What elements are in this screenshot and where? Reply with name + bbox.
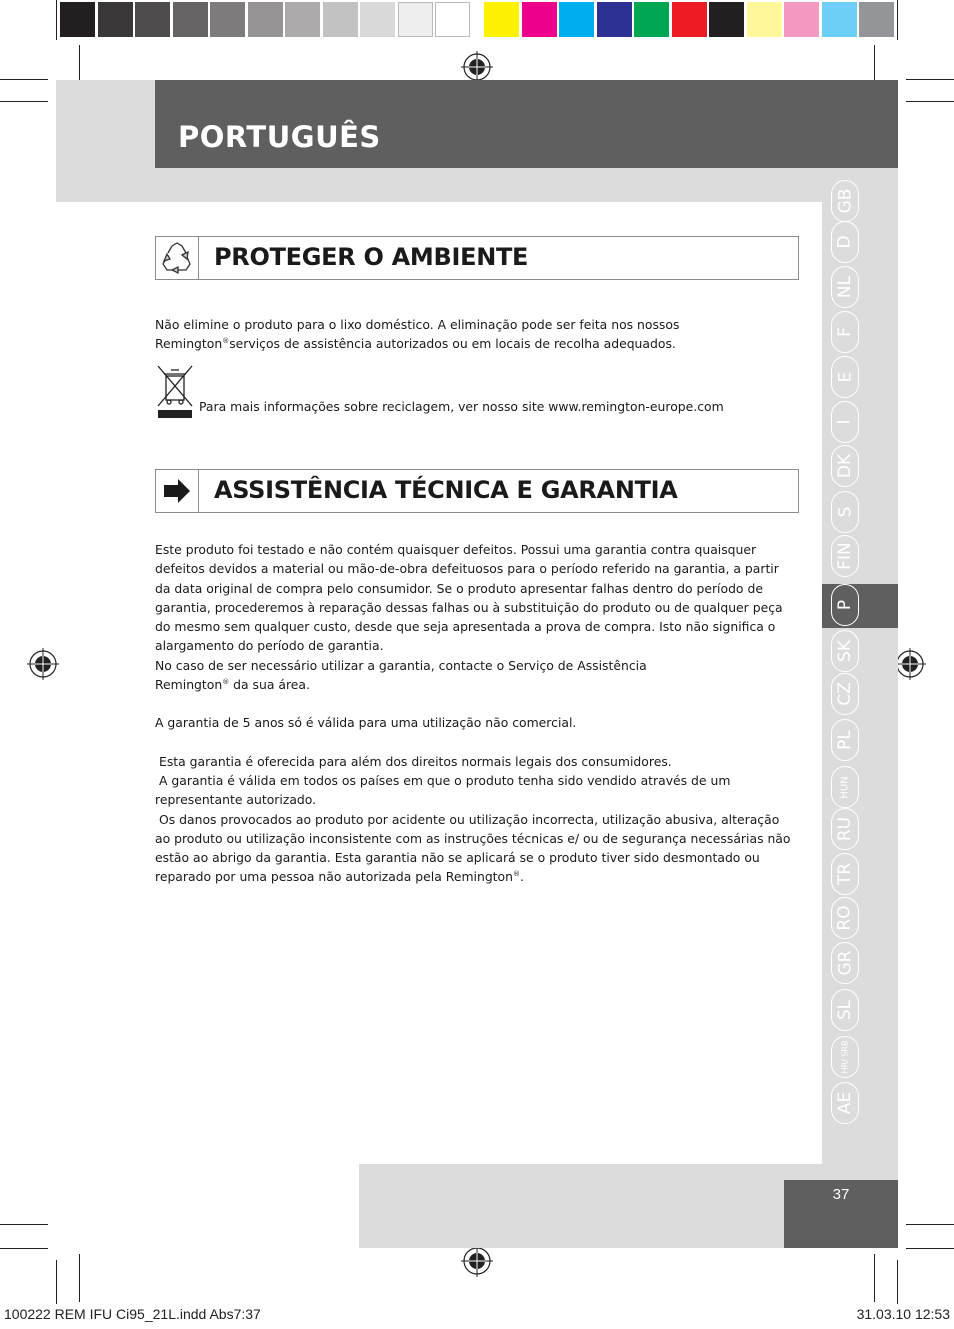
language-tab-ae[interactable] [831, 1082, 859, 1124]
language-tab-label: SL [834, 999, 855, 1021]
color-swatch [672, 2, 707, 37]
language-tab-label: SK [834, 640, 855, 662]
crop-mark [897, 0, 898, 40]
paragraph-text: No caso de ser necessário utilizar a garantia, contacte o Serviço de Assistência [155, 657, 647, 673]
language-tab-label: DK [835, 453, 855, 479]
language-tab-label: S [834, 506, 855, 518]
section-header-environment [155, 236, 799, 280]
language-tab-label: TR [834, 862, 855, 886]
color-swatch [709, 2, 744, 37]
paragraph-text: Não elimine o produto para o lixo doméstico. A eliminação pode ser feita nos nossos [155, 317, 680, 332]
paragraph-text: A garantia é válida em todos os países em que o produto tenha sido vendido através de um representante autorizado. [155, 772, 731, 808]
language-tab-s[interactable] [831, 491, 859, 533]
language-tab-sk[interactable] [831, 630, 859, 672]
crop-mark [906, 79, 954, 80]
language-tab-label: CZ [835, 682, 855, 706]
crop-mark [0, 1224, 48, 1225]
brand-name: Remington [155, 677, 223, 693]
color-swatch [747, 2, 782, 37]
registration-mark-icon [461, 51, 493, 83]
language-tab-label: I [834, 419, 855, 425]
language-tab-dk[interactable] [831, 445, 859, 487]
arrow-right-icon [156, 470, 199, 512]
color-swatch [484, 2, 519, 37]
gray-swatch [173, 2, 208, 37]
crop-mark [0, 1248, 48, 1249]
page-title: PORTUGUÊS [178, 120, 381, 154]
language-tab-sl[interactable] [831, 989, 859, 1031]
crop-mark [0, 79, 48, 80]
color-swatch [822, 2, 857, 37]
language-tab-label: GR [835, 950, 855, 976]
warranty-paragraph: Este produto foi testado e não contém quaisquer defeitos. Possui uma garantia contra quaisquer defeitos devidos a material ou mão-de-obra defeituosos para o período referido na garantia, a partir da data original de compra pelo consumidor. Se o produto apresentar falhas dentro do período de garantia, procederemos à reparação dessas falhas ou à substituição do produto ou de qualquer peça do mesmo sem qualquer custo, desde que seja apresentada a prova de compra. Isto não significa o alargamento do período de garantia. [155, 542, 783, 654]
language-tab-hrsrb[interactable] [831, 1036, 859, 1078]
crop-mark [906, 1224, 954, 1225]
color-swatch [597, 2, 632, 37]
page-number: 37 [832, 1186, 850, 1203]
recycling-note: Para mais informações sobre reciclagem, ver nosso site www.remington-europe.com [199, 399, 724, 414]
language-tab-ru[interactable] [831, 808, 859, 850]
language-tab-label: GB [835, 188, 855, 214]
language-tab-cz[interactable] [831, 673, 859, 715]
language-tab-label: PL [834, 730, 855, 750]
warranty-paragraph [155, 810, 795, 887]
gray-swatch [398, 2, 433, 37]
paragraph-text: Os danos provocados ao produto por acidente ou utilização incorrecta, utilização abusiva, alteração ao produto ou utilização inconsistente com as instruções técnicas e/ ou de segurança necessárias não estão ao abrigo da garantia. Esta garantia não se aplicará se o produto tiver sido desmontado ou reparado por uma pessoa não autorizada pela [155, 811, 791, 885]
language-tab-label: P [834, 599, 855, 611]
language-tab-label: E [835, 371, 855, 383]
language-tab-label: D [835, 235, 855, 249]
language-tab-d[interactable] [831, 221, 859, 263]
gray-swatch [323, 2, 358, 37]
crop-mark [874, 1254, 875, 1302]
color-swatch [522, 2, 557, 37]
crossed-bin-icon [155, 362, 195, 420]
language-tab-tr[interactable] [831, 853, 859, 895]
section-title: PROTEGER O AMBIENTE [214, 243, 529, 271]
color-swatch [559, 2, 594, 37]
warranty-text [155, 540, 795, 887]
language-tab-label: RO [834, 905, 855, 931]
gray-swatch [248, 2, 283, 37]
crop-mark [56, 0, 57, 40]
language-tab-pl[interactable] [831, 719, 859, 761]
language-tab-nl[interactable] [831, 266, 859, 308]
gray-swatch [285, 2, 320, 37]
color-swatch [634, 2, 669, 37]
language-tab-label: HUN [839, 775, 851, 799]
language-tab-e[interactable] [831, 356, 859, 398]
paragraph-text: serviços de assistência autorizados ou em locais de recolha adequados. [229, 336, 676, 352]
crop-mark [79, 1254, 80, 1302]
language-tab-label: AE [835, 1091, 855, 1115]
color-swatch [859, 2, 894, 37]
color-swatch [784, 2, 819, 37]
gray-swatch [98, 2, 133, 37]
section-title: ASSISTÊNCIA TÉCNICA E GARANTIA [214, 476, 678, 504]
language-tab-label: FIN [835, 542, 856, 570]
language-tab-label: HR/ SRB [840, 1040, 849, 1074]
language-tab-gb[interactable] [831, 180, 859, 222]
gray-swatch [435, 2, 470, 37]
language-tab-label: F [835, 327, 855, 337]
registration-mark-icon [894, 648, 926, 680]
crop-mark [56, 1260, 57, 1304]
language-tab-gr[interactable] [831, 942, 859, 984]
language-tab-hun[interactable] [831, 766, 859, 808]
environment-paragraph [155, 315, 795, 354]
file-slug: 100222 REM IFU Ci95_21L.indd Abs7:37 [4, 1306, 261, 1322]
registered-mark: ® [512, 870, 520, 879]
date-slug: 31.03.10 12:53 [856, 1306, 950, 1322]
language-tab-ro[interactable] [831, 897, 859, 939]
crop-mark [906, 101, 954, 102]
language-tab-label: NL [834, 275, 855, 299]
registered-mark: ® [222, 677, 230, 686]
gray-swatch [360, 2, 395, 37]
registered-mark: ® [222, 337, 230, 346]
warranty-contact-paragraph [155, 656, 795, 695]
gray-swatch [210, 2, 245, 37]
registration-mark-icon [461, 1245, 493, 1277]
crop-mark [897, 1260, 898, 1304]
registration-mark-icon [27, 648, 59, 680]
language-tab-p[interactable] [831, 584, 859, 626]
warranty-paragraph: Esta garantia é oferecida para além dos direitos normais legais dos consumidores. [159, 753, 672, 769]
language-tab-fin[interactable] [831, 535, 859, 577]
paragraph-text: . [519, 869, 524, 885]
warranty-paragraph: A garantia de 5 anos só é válida para uma utilização não comercial. [155, 715, 577, 731]
brand-name: Remington [155, 336, 223, 352]
crop-mark [906, 1248, 954, 1249]
brand-name: Remington [445, 869, 513, 885]
gray-swatch [60, 2, 95, 37]
warranty-paragraph [155, 771, 795, 810]
section-header-warranty [155, 469, 799, 513]
paragraph-text: da sua área. [229, 677, 310, 693]
recycle-icon [156, 237, 199, 279]
language-tab-i[interactable] [831, 401, 859, 443]
language-tab-label: RU [834, 816, 855, 842]
crop-mark [0, 101, 48, 102]
gray-swatch [135, 2, 170, 37]
language-tab-f[interactable] [831, 311, 859, 353]
